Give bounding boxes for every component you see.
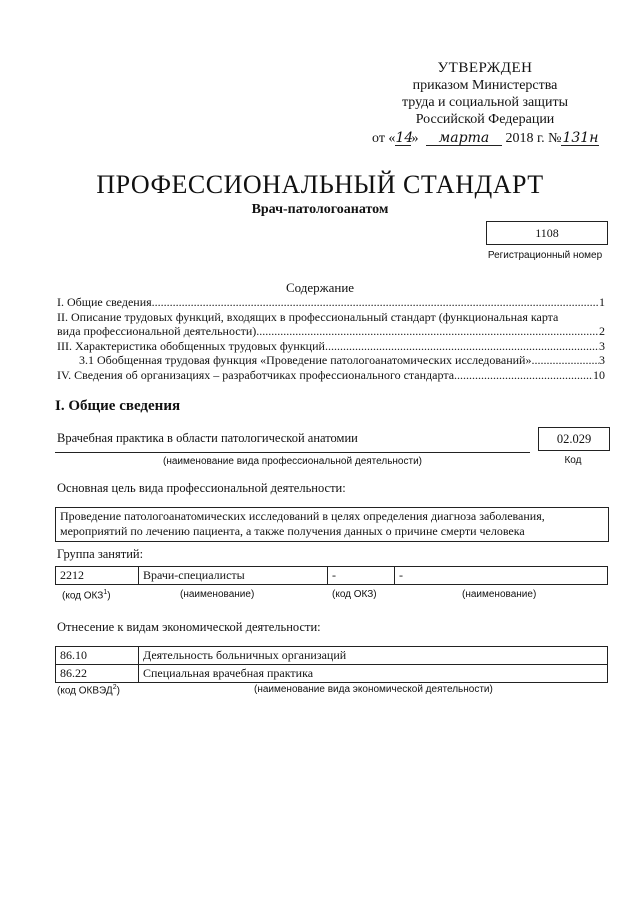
okved-caption: (код ОКВЭД$^2$) bbox=[57, 684, 120, 697]
activity-name: Врачебная практика в области патологической анатомии bbox=[57, 431, 358, 445]
approval-block bbox=[360, 60, 610, 128]
contents-item: IV. Сведения об организациях – разработчиках профессионального стандарта ..... 10 bbox=[57, 368, 605, 383]
occupation-name-cell: Врачи-специалисты bbox=[139, 567, 328, 585]
occupation-name-caption-2: (наименование) bbox=[462, 589, 537, 600]
section-heading: I. Общие сведения bbox=[55, 398, 181, 414]
okved-name-caption: (наименование вида экономической деятельности) bbox=[254, 684, 493, 695]
okz-code-cell: 2212 bbox=[56, 567, 139, 585]
contents-item: II. Описание трудовых функций, входящих в профессиональный стандарт (функциональная карта bbox=[57, 309, 559, 324]
occupation-name-cell-2: - bbox=[395, 567, 608, 585]
activity-code-caption: Код bbox=[564, 455, 582, 466]
group-label: Группа занятий: bbox=[57, 547, 144, 561]
activity-caption: (наименование вида профессиональной деятельности) bbox=[163, 456, 422, 467]
okved-code-cell: 86.10 bbox=[56, 647, 139, 665]
document-subtitle: Врач-патологоанатом bbox=[251, 202, 389, 217]
goal-label: Основная цель вида профессиональной деятельности: bbox=[57, 481, 346, 495]
okz-code-cell-2: - bbox=[328, 567, 395, 585]
okz-caption-2: (код ОКЗ) bbox=[332, 589, 377, 600]
okved-name-cell: Специальная врачебная практика bbox=[139, 665, 608, 683]
order-number: 131н bbox=[562, 130, 599, 146]
approval-line-1: приказом Министерства bbox=[412, 78, 558, 93]
registration-number-label: Регистрационный номер bbox=[487, 250, 603, 261]
approval-heading: УТВЕРЖДЕН bbox=[437, 60, 533, 76]
activity-underline bbox=[55, 452, 530, 453]
table-row bbox=[56, 567, 608, 585]
okved-code-cell: 86.22 bbox=[56, 665, 139, 683]
contents-item: вида профессиональной деятельности) ..... 2 bbox=[57, 324, 605, 339]
contents-item: III. Характеристика обобщенных трудовых функций ..... 3 bbox=[57, 339, 605, 354]
economic-activity-label: Отнесение к видам экономической деятельности: bbox=[57, 620, 321, 634]
economic-activity-table bbox=[55, 646, 608, 683]
table-row bbox=[56, 647, 608, 665]
contents-title: Содержание bbox=[285, 280, 355, 295]
occupation-group-table bbox=[55, 566, 608, 585]
occupation-name-caption: (наименование) bbox=[180, 589, 255, 600]
approval-line-3: Российской Федерации bbox=[415, 112, 555, 127]
registration-number-box: 1108 bbox=[486, 221, 608, 245]
order-month: марта bbox=[426, 131, 502, 146]
order-date-line bbox=[372, 131, 599, 147]
activity-code-box: 02.029 bbox=[538, 427, 610, 451]
order-prefix: от « bbox=[372, 131, 396, 146]
table-row bbox=[56, 665, 608, 683]
okz-caption: (код ОКЗ$^1$) bbox=[62, 589, 111, 602]
goal-text-box: Проведение патологоанатомических исследований в целях определения диагноза заболевания, мероприятий по лечению пациента, а также получения данных о причине смерти человека bbox=[55, 507, 609, 542]
approval-line-2: труда и социальной защиты bbox=[402, 95, 568, 110]
contents-item: I. Общие сведения ..... 1 bbox=[57, 295, 605, 310]
okved-name-cell: Деятельность больничных организаций bbox=[139, 647, 608, 665]
contents-item: 3.1 Обобщенная трудовая функция «Проведение патологоанатомических исследований» ..... 3 bbox=[57, 353, 605, 368]
order-day: 14 bbox=[395, 130, 414, 146]
contents-list bbox=[57, 295, 605, 382]
document-title: ПРОФЕССИОНАЛЬНЫЙ СТАНДАРТ bbox=[96, 170, 544, 199]
order-year: 2018 г. № bbox=[505, 131, 562, 146]
order-mid: » bbox=[411, 131, 419, 146]
